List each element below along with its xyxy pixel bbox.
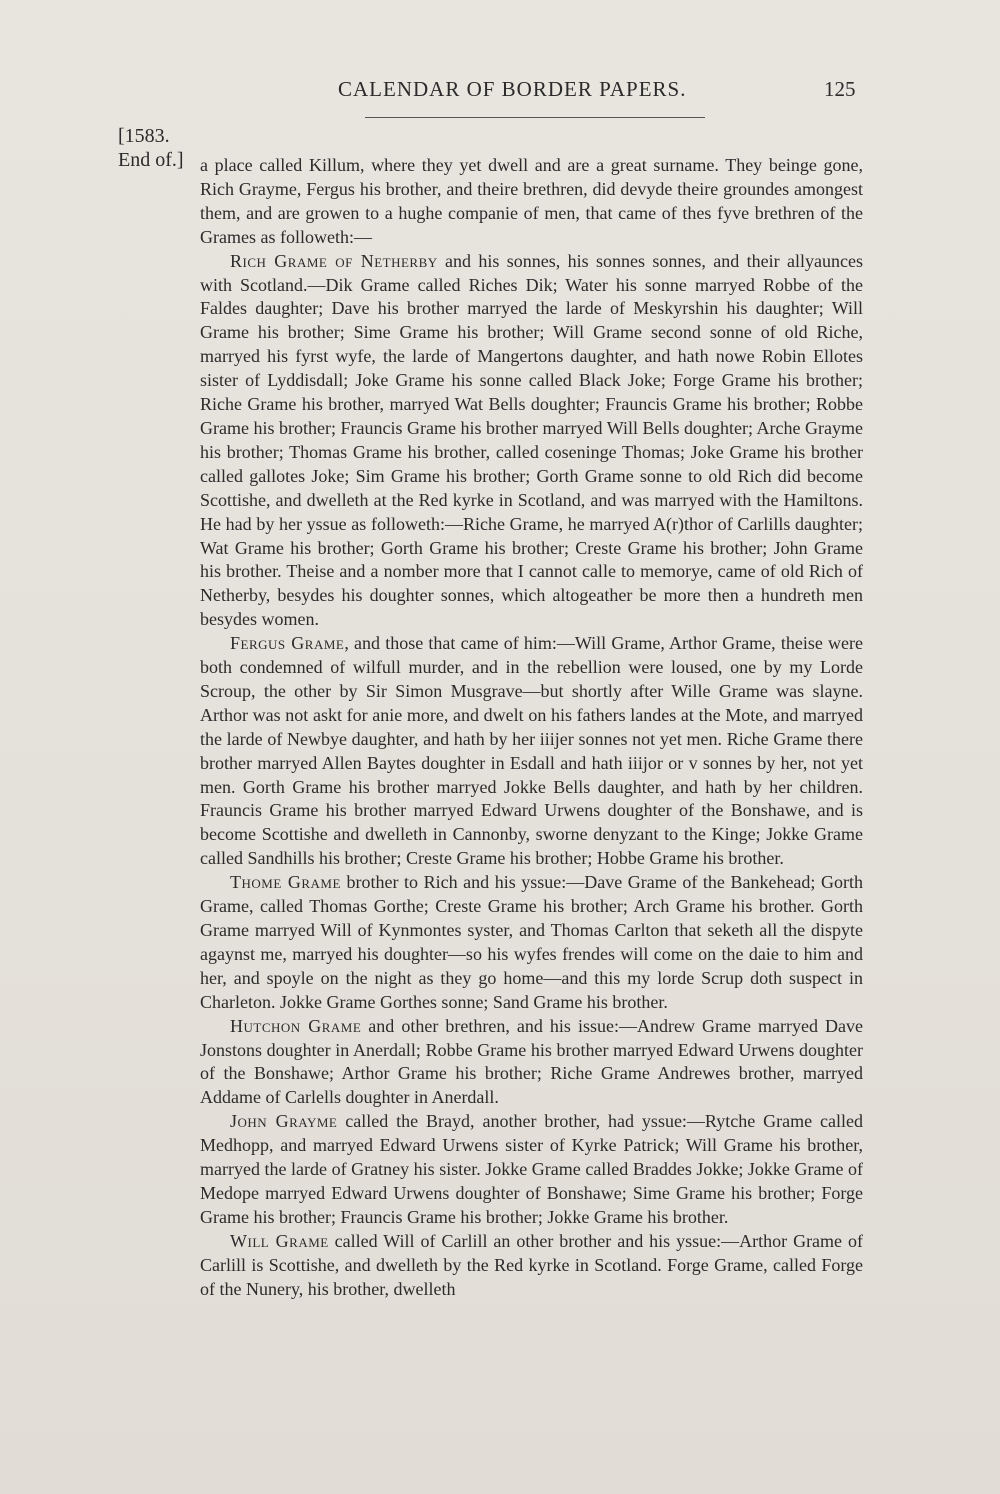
paragraph-text: brother to Rich and his yssue:—Dave Grame of the Bankehead; Gorth Grame, called Thomas Gorthe; Creste Grame his brother; Arch Grame his brother. Gorth Grame marryed Will of Kynmontes syster, and Thomas Carlton that seketh all the dispyte agaynst me, marryed his doughter—so his wyfes frendes will come on the daie to him and her, and spoyle on the night as they go home—and this my lorde Scrup doth suspect in Charleton. Jokke Grame Gorthes sonne; Sand Grame his brother.	[200, 872, 863, 1012]
side-note-date	[118, 124, 184, 172]
paragraph-text: and his sonnes, his sonnes sonnes, and their allyaunces with Scotland.—Dik Grame called Riches Dik; Water his sonne marryed Robbe of the Faldes daughter; Dave his brother marryed the larde of Meskyrshin his daughter; Will Grame his brother; Sime Grame his brother; Will Grame second sonne of old Riche, marryed his fyrst wyfe, the larde of Mangertons daughter, and hath nowe Robin Ellotes sister of Lyddisdall; Joke Grame his sonne called Black Joke; Forge Grame his brother; Riche Grame his brother, marryed Wat Bells doughter; Frauncis Grame his brother; Robbe Grame his brother; Frauncis Grame his brother marryed Will Bells doughter; Arche Grayme his brother; Thomas Grame his brother, called coseninge Thomas; Joke Grame his brother called gallotes Joke; Sim Grame his brother; Gorth Grame sonne to old Rich did become Scottishe, and dwelleth at the Red kyrke in Scotland, and was marryed with the Hamiltons. He had by her yssue as followeth:—Riche Grame, he marryed A(r)thor of Carlills daughter; Wat Grame his brother; Gorth Grame his brother; Creste Grame his brother; John Grame his brother. Theise and a nomber more that I cannot calle to memorye, came of old Rich of Netherby, besydes his doughter sonnes, which altogeather be more then a hundreth men besydes women.	[200, 250, 864, 630]
paragraph-hutchon-grame	[200, 1015, 863, 1111]
body-text	[200, 154, 863, 1302]
paragraph-lead: John Grayme	[230, 1111, 338, 1132]
paragraph-lead: Rich Grame of Netherby	[230, 250, 438, 271]
paragraph-text: called the Brayd, another brother, had yssue:—Rytche Grame called Medhopp, and marryed Edward Urwens sister of Kyrke Patrick; Will Grame his brother, marryed the larde of Gratney his sister. Jokke Grame called Braddes Jokke; Jokke Grame of Medope marryed Edward Urwens doughter of Bonshawe; Sime Grame his brother; Forge Grame his brother; Frauncis Grame his brother; Jokke Grame his brother.	[200, 1111, 863, 1227]
paragraph-rich-grame	[200, 250, 863, 633]
paragraph-lead: Thome Grame	[230, 872, 341, 893]
running-title: CALENDAR OF BORDER PAPERS.	[338, 77, 687, 101]
page-number: 125	[824, 77, 856, 101]
paragraph-lead: Fergus Grame	[230, 633, 345, 654]
page-header	[0, 77, 1000, 109]
header-rule	[365, 117, 705, 118]
paragraph-lead: Will Grame	[230, 1230, 329, 1251]
paragraph-fergus-grame	[200, 632, 863, 871]
paragraph-thome-grame	[200, 871, 863, 1014]
paragraph-text: called Will of Carlill an other brother and his yssue:—Arthor Grame of Carlill is Scottishe, and dwelleth by the Red kyrke in Scotland. Forge Grame, called Forge of the Nunery, his brother, dwelleth	[200, 1230, 863, 1299]
side-note-period: End of.]	[118, 149, 184, 171]
side-note-year: [1583.	[118, 125, 170, 147]
paragraph-text: a place called Killum, where they yet dwell and are a great surname. They beinge gone, Rich Grayme, Fergus his brother, and theire brethren, did devyde theire groundes amongest them, and are growen to a hughe companie of men, that came of thes fyve brethren of the Grames as followeth:—	[200, 155, 863, 247]
paragraph-john-grayme	[200, 1110, 863, 1230]
paragraph-will-grame	[200, 1230, 863, 1302]
paragraph-lead: Hutchon Grame	[230, 1015, 362, 1036]
paragraph-continuation	[200, 154, 863, 250]
paragraph-text: , and those that came of him:—Will Grame, Arthor Grame, theise were both condemned of wilfull murder, and in the rebellion were loused, one by my Lorde Scroup, the other by Sir Simon Musgrave—but shortly after Wille Grame was slayne. Arthor was not askt for anie more, and dwelt on his fathers landes at the Mote, and marryed the larde of Newbye daughter, and hath by her iiijer sonnes not yet men. Riche Grame there brother marryed Allen Baytes doughter in Esdall and hath iiijor or v sonnes by her, not yet men. Gorth Grame his brother marryed Jokke Bells daughter, and hath by her children. Frauncis Grame his brother marryed Edward Urwens doughter of the Bonshawe, and is become Scottishe and dwelleth in Cannonby, sworne denyzant to the Kinge; Jokke Grame called Sandhills his brother; Creste Grame his brother; Hobbe Grame his brother.	[200, 633, 863, 869]
paragraph-text: and other brethren, and his issue:—Andrew Grame marryed Dave Jonstons doughter in Anerdall; Robbe Grame his brother marryed Edward Urwens doughter of the Bonshawe; Arthor Grame his brother; Riche Grame Andrewes brother, marryed Addame of Carlells doughter in Anerdall.	[200, 1015, 863, 1108]
